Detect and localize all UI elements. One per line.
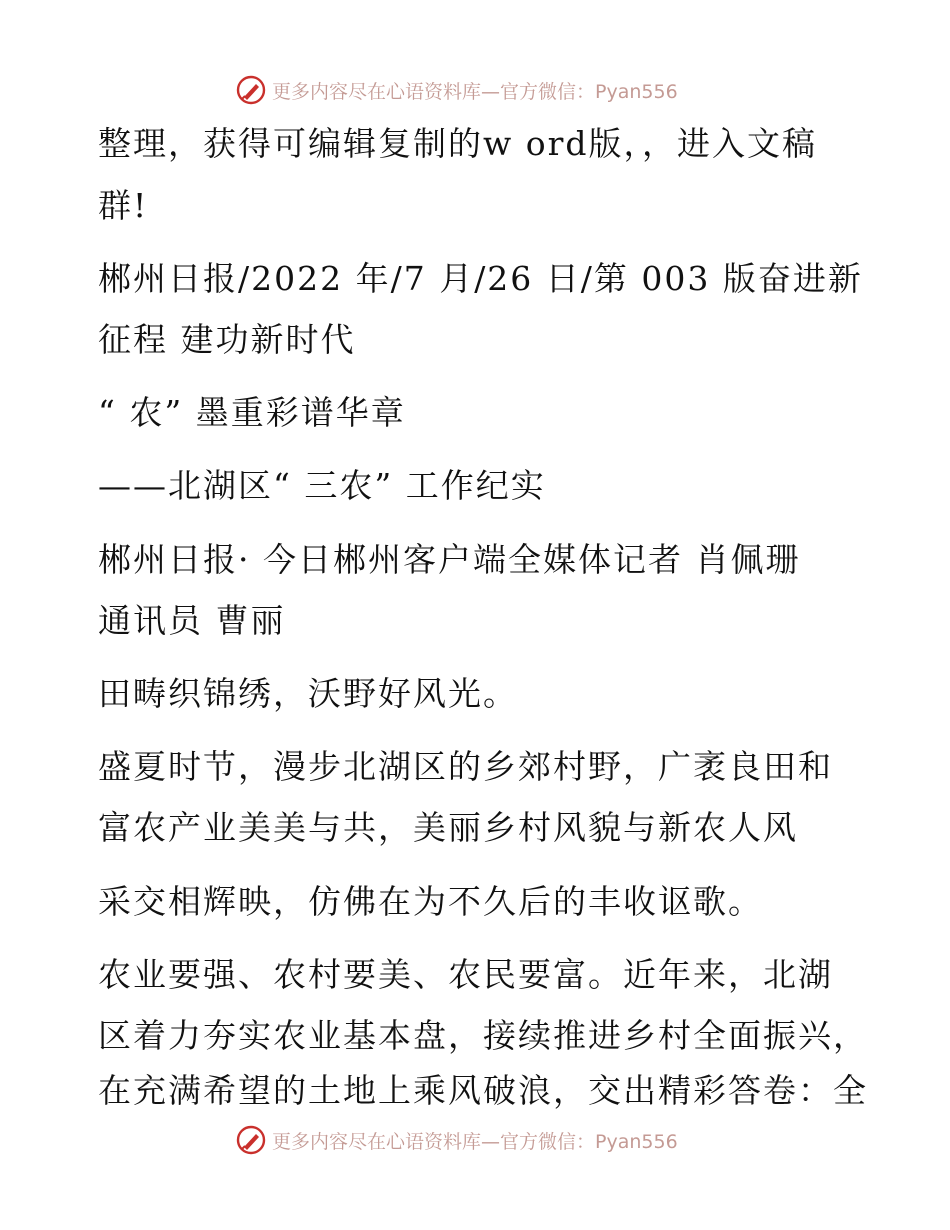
text-line-2: 群! <box>98 186 149 225</box>
watermark-text: 更多内容尽在心语资料库—官方微信：Pyan556 <box>272 80 678 103</box>
text-line-4: 征程 建功新时代 <box>98 320 356 359</box>
header-watermark <box>236 74 678 106</box>
text-line-1: 整理，获得可编辑复制的w ord版，，进入文稿 <box>98 124 818 163</box>
text-line-9: 田畴织锦绣，沃野好风光。 <box>98 674 518 713</box>
text-line-5: “ 农” 墨重彩谱华章 <box>98 393 406 432</box>
logo-pen-icon <box>236 1125 266 1155</box>
text-line-6: ——北湖区“ 三农” 工作纪实 <box>98 466 546 505</box>
watermark-text: 更多内容尽在心语资料库—官方微信：Pyan556 <box>272 1130 678 1153</box>
text-line-7: 郴州日报· 今日郴州客户端全媒体记者 肖佩珊 <box>98 540 801 579</box>
footer-watermark <box>236 1124 678 1156</box>
text-line-12: 采交相辉映，仿佛在为不久后的丰收讴歌。 <box>98 882 763 921</box>
text-line-15: 在充满希望的土地上乘风破浪，交出精彩答卷：全 <box>98 1071 868 1110</box>
text-line-11: 富农产业美美与共，美丽乡村风貌与新农人风 <box>98 808 798 847</box>
text-line-10: 盛夏时节，漫步北湖区的乡郊村野，广袤良田和 <box>98 747 833 786</box>
text-line-14: 区着力夯实农业基本盘，接续推进乡村全面振兴， <box>98 1016 868 1055</box>
text-line-13: 农业要强、农村要美、农民要富。近年来，北湖 <box>98 955 833 994</box>
text-line-8: 通讯员 曹丽 <box>98 601 286 640</box>
text-line-3: 郴州日报/2022 年/7 月/26 日/第 003 版奋进新 <box>98 259 863 298</box>
logo-pen-icon <box>236 75 266 105</box>
